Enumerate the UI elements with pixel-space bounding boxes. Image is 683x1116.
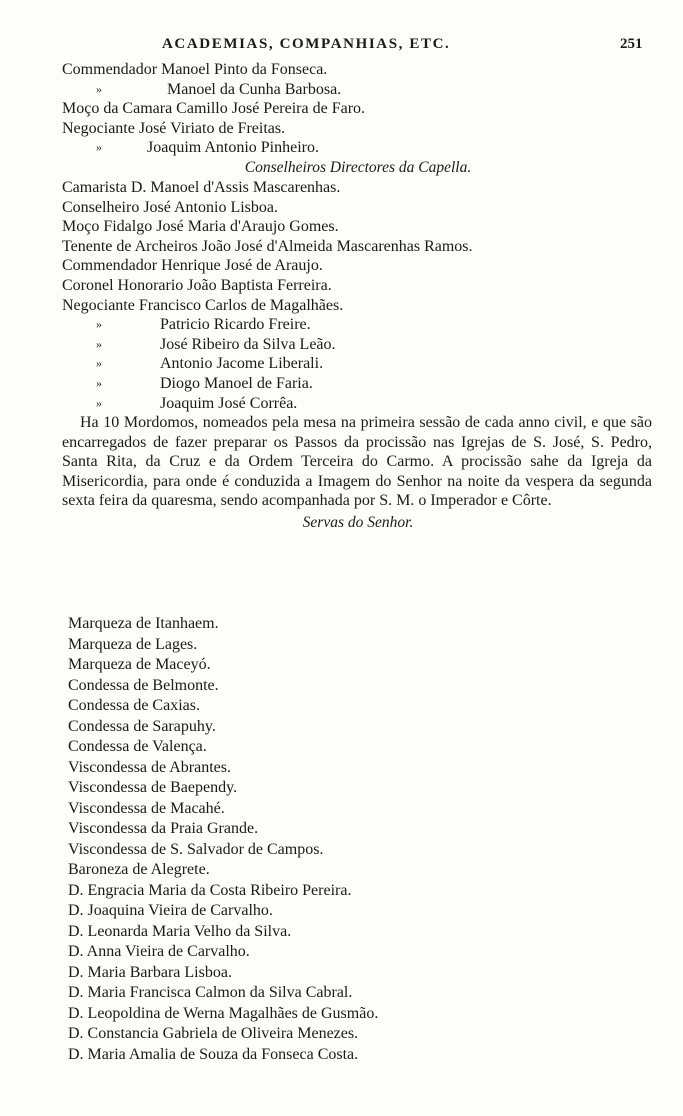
list-item-text: Joaquim José Corrêa. — [160, 394, 298, 412]
list-item-text: Tenente de Archeiros João José d'Almeida Mascarenhas Ramos. — [62, 237, 473, 255]
list-item-text: Manoel da Cunha Barbosa. — [167, 80, 342, 98]
member-list-3 — [68, 614, 660, 1065]
servas-list — [68, 614, 660, 1065]
list-item-text: Marqueza de Lages. — [68, 635, 198, 653]
header-title: ACADEMIAS, COMPANHIAS, ETC. — [162, 36, 451, 52]
list-item — [68, 860, 660, 881]
list-item-text: D. Joaquina Vieira de Carvalho. — [68, 902, 273, 919]
list-item-text: Conselheiro José Antonio Lisboa. — [62, 198, 278, 216]
upper-name-list — [62, 60, 654, 533]
list-item-text: Commendador Henrique José de Araujo. — [62, 257, 323, 275]
list-item-text: D. Maria Barbara Lisboa. — [68, 963, 232, 981]
list-item-text: Antonio Jacome Liberali. — [160, 355, 324, 373]
list-item-text: Joaquim Antonio Pinheiro. — [147, 139, 319, 157]
list-item-text: D. Leonarda Maria Velho da Silva. — [68, 922, 292, 940]
list-item — [68, 799, 660, 820]
list-item — [68, 676, 660, 697]
list-item — [62, 276, 654, 296]
list-item-text: Condessa de Sarapuhy. — [68, 717, 216, 735]
list-item — [62, 80, 654, 100]
list-item — [68, 737, 660, 758]
list-item — [62, 178, 654, 198]
list-item — [68, 696, 660, 717]
ditto-mark: » — [96, 336, 102, 351]
list-item — [62, 335, 654, 355]
list-item — [68, 717, 660, 738]
member-list-2 — [62, 178, 654, 413]
list-item — [68, 963, 660, 984]
list-item — [62, 217, 654, 237]
list-item-text: D. Anna Vieira de Carvalho. — [68, 943, 250, 960]
list-item — [68, 840, 660, 861]
ditto-mark: » — [96, 317, 102, 332]
list-item — [62, 394, 654, 414]
list-item — [68, 778, 660, 799]
list-item — [62, 315, 654, 335]
list-item-text: D. Leopoldina de Werna Magalhães de Gusmão. — [68, 1004, 379, 1022]
member-list-1 — [62, 60, 654, 158]
ditto-mark: » — [96, 395, 102, 410]
list-item-text: D. Constancia Gabriela de Oliveira Menezes. — [68, 1025, 359, 1042]
list-item — [62, 237, 654, 257]
list-item-text: Patricio Ricardo Freire. — [160, 316, 311, 334]
list-item-text: Viscondessa de S. Salvador de Campos. — [68, 840, 324, 858]
ditto-mark: » — [96, 81, 102, 96]
list-item — [68, 614, 660, 635]
list-item-text: Camarista D. Manoel d'Assis Mascarenhas. — [62, 178, 341, 196]
list-item-text: Moço da Camara Camillo José Pereira de Faro. — [62, 100, 366, 118]
mordomos-paragraph: Ha 10 Mordomos, nomeados pela mesa na primeira sessão de cada anno civil, e que são encarregados de fazer preparar os Passos da procissão nas Igrejas de S. José, S. Pedro, Santa Rita, da Cruz e da Ordem Terceira do Carmo. A procissão sahe da Igreja da Misericordia, para onde é conduzida a Imagem do Senhor na noite da vespera da segunda sexta feira da quaresma, sendo acompanhada por S. M. o Imperador e Côrte. — [62, 414, 652, 510]
list-item — [62, 256, 654, 276]
ditto-mark: » — [96, 375, 102, 390]
list-item-text: Commendador Manoel Pinto da Fonseca. — [62, 61, 328, 78]
list-item-text: Condessa de Caxias. — [68, 697, 200, 714]
ditto-mark: » — [96, 356, 102, 371]
running-header — [0, 36, 683, 58]
list-item-text: Diogo Manoel de Faria. — [160, 374, 313, 392]
list-item-text: Marqueza de Itanhaem. — [68, 615, 219, 632]
list-item — [68, 942, 660, 963]
list-item — [62, 138, 654, 158]
list-item-text: Condessa de Belmonte. — [68, 676, 219, 694]
page-number: 251 — [620, 36, 643, 52]
list-item-text: Marqueza de Maceyó. — [68, 656, 211, 673]
list-item-text: Coronel Honorario João Baptista Ferreira. — [62, 276, 332, 294]
list-item — [62, 198, 654, 218]
list-item-text: Negociante José Viriato de Freitas. — [62, 119, 286, 137]
list-item-text: Baroneza de Alegrete. — [68, 861, 210, 878]
list-item — [68, 983, 660, 1004]
list-item — [62, 374, 654, 394]
list-item — [62, 99, 654, 119]
list-item — [62, 60, 654, 80]
list-item — [68, 1024, 660, 1045]
list-item — [68, 922, 660, 943]
list-item-text: Viscondessa de Abrantes. — [68, 758, 231, 776]
list-item — [68, 758, 660, 779]
list-item — [62, 296, 654, 316]
section-heading-conselheiros: Conselheiros Directores da Capella. — [244, 158, 472, 176]
list-item — [62, 119, 654, 139]
list-item-text: Negociante Francisco Carlos de Magalhães. — [62, 296, 344, 314]
list-item — [68, 1045, 660, 1066]
list-item — [68, 635, 660, 656]
list-item — [68, 655, 660, 676]
list-item-text: D. Maria Amalia de Souza da Fonseca Costa. — [68, 1045, 359, 1063]
list-item — [68, 881, 660, 902]
list-item — [62, 354, 654, 374]
ditto-mark: » — [96, 140, 102, 155]
list-item — [68, 819, 660, 840]
list-item — [68, 901, 660, 922]
list-item-text: Viscondessa de Macahé. — [68, 799, 225, 817]
list-item-text: Moço Fidalgo José Maria d'Araujo Gomes. — [62, 218, 339, 236]
section-heading-servas: Servas do Senhor. — [302, 513, 414, 531]
list-item-text: D. Engracia Maria da Costa Ribeiro Pereira. — [68, 881, 352, 899]
list-item-text: José Ribeiro da Silva Leão. — [160, 335, 336, 353]
list-item-text: Condessa de Valença. — [68, 738, 207, 755]
list-item-text: Viscondessa de Baependy. — [68, 779, 238, 796]
list-item-text: Viscondessa da Praia Grande. — [68, 820, 259, 837]
list-item-text: D. Maria Francisca Calmon da Silva Cabral. — [68, 984, 353, 1001]
list-item — [68, 1004, 660, 1025]
